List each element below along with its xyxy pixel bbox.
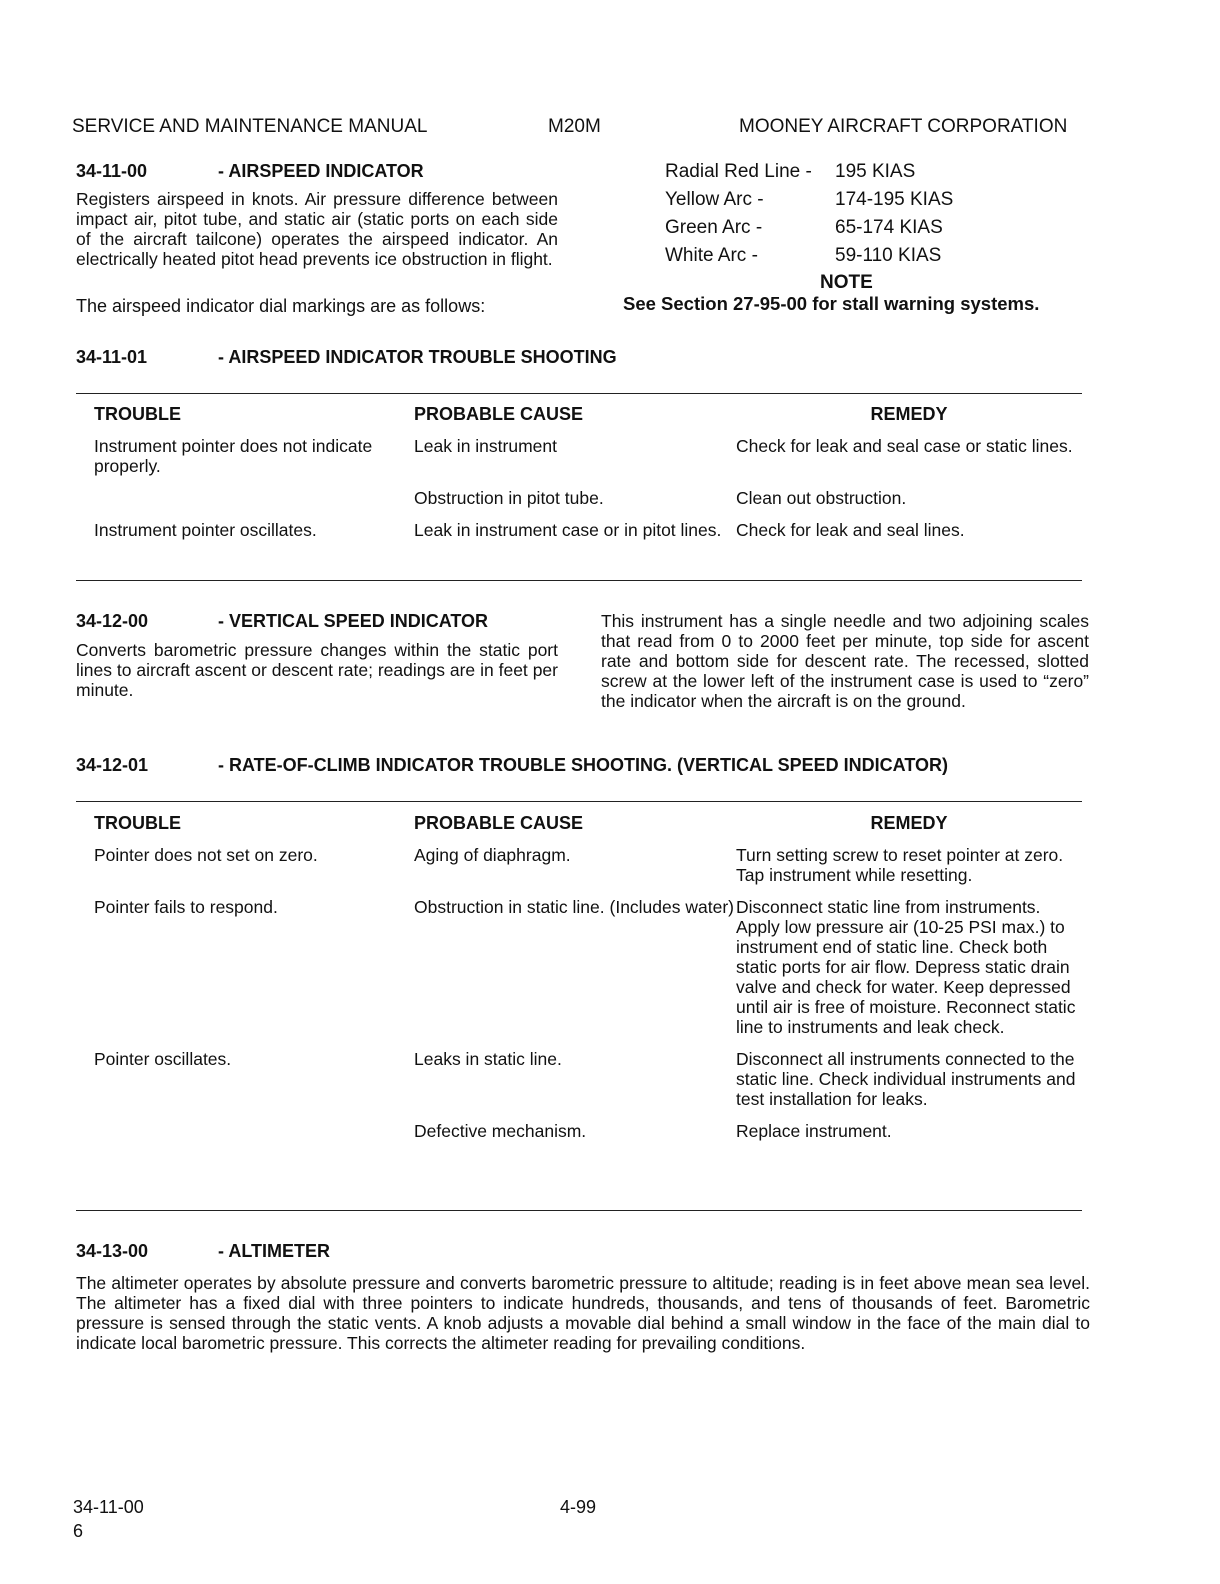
cause-cell: Obstruction in static line. (Includes water) <box>414 897 734 917</box>
remedy-cell: Check for leak and seal lines. <box>736 520 965 540</box>
table-row <box>76 845 1082 897</box>
company-name: MOONEY AIRCRAFT CORPORATION <box>739 116 1068 137</box>
trouble-cell: Instrument pointer does not indicate properly. <box>94 436 373 476</box>
table-row <box>76 1121 1082 1153</box>
trouble-cell <box>76 1121 414 1153</box>
header-remedy: REMEDY <box>870 404 948 424</box>
table-row <box>76 488 1082 520</box>
table-row <box>76 436 1082 488</box>
marking-label: White Arc - <box>665 245 758 266</box>
trouble-cell: Instrument pointer oscillates. <box>94 520 317 540</box>
table-header-row <box>76 813 1082 845</box>
airspeed-ts-section-title: - AIRSPEED INDICATOR TROUBLE SHOOTING <box>218 347 617 367</box>
marking-label: Green Arc - <box>665 217 763 238</box>
table-header-row <box>76 404 1082 436</box>
trouble-cell: Pointer oscillates. <box>94 1049 232 1069</box>
altimeter-section-number: 34-13-00 <box>76 1241 149 1261</box>
table-top-rule <box>76 393 1082 394</box>
altimeter-section-title: - ALTIMETER <box>218 1241 330 1261</box>
footer-page-number: 6 <box>73 1521 84 1541</box>
vsi-description: Converts barometric pressure changes within the static port lines to aircraft ascent or descent rate; readings are in feet per minute. <box>76 640 558 700</box>
marking-value: 65-174 KIAS <box>835 217 943 238</box>
marking-radial-red-line <box>665 158 953 186</box>
cause-cell: Aging of diaphragm. <box>414 845 571 865</box>
table-bottom-rule <box>76 580 1082 581</box>
header-probable-cause: PROBABLE CAUSE <box>414 813 584 833</box>
airspeed-markings-intro: The airspeed indicator dial markings are as follows: <box>76 296 486 316</box>
header-remedy: REMEDY <box>870 813 948 833</box>
airspeed-troubleshooting-table <box>76 404 1082 552</box>
roc-troubleshooting-table <box>76 813 1082 1153</box>
trouble-cell: Pointer does not set on zero. <box>94 845 318 865</box>
airspeed-ts-section-number: 34-11-01 <box>76 347 148 367</box>
remedy-cell: Disconnect all instruments connected to the static line. Check individual instruments and test installation for leaks. <box>736 1049 1076 1109</box>
marking-value: 195 KIAS <box>835 161 916 182</box>
table-bottom-rule <box>76 1210 1082 1211</box>
remedy-cell: Disconnect static line from instruments. Apply low pressure air (10-25 PSI max.) to instrument end of static line. Check both static ports for air flow. Depress static drain valve and check for water. Keep depressed until air is free of moisture. Reconnect static line to instruments and leak check. <box>736 897 1076 1037</box>
trouble-cell: Pointer fails to respond. <box>94 897 278 917</box>
marking-white-arc <box>665 242 953 270</box>
airspeed-markings-list <box>665 158 953 270</box>
marking-label: Yellow Arc - <box>665 189 764 210</box>
table-row <box>76 520 1082 552</box>
vsi-section-number: 34-12-00 <box>76 611 149 631</box>
header-trouble: TROUBLE <box>94 404 181 424</box>
marking-value: 59-110 KIAS <box>835 245 942 266</box>
airspeed-section-title: - AIRSPEED INDICATOR <box>218 161 424 181</box>
marking-green-arc <box>665 214 953 242</box>
remedy-cell: Check for leak and seal case or static lines. <box>736 436 1073 456</box>
model-label: M20M <box>548 116 601 137</box>
manual-title: SERVICE AND MAINTENANCE MANUAL <box>72 116 428 137</box>
footer-section-number: 34-11-00 <box>73 1497 144 1517</box>
footer-revision-date: 4-99 <box>560 1497 597 1517</box>
remedy-cell: Clean out obstruction. <box>736 488 907 508</box>
remedy-cell: Replace instrument. <box>736 1121 892 1141</box>
header-probable-cause: PROBABLE CAUSE <box>414 404 584 424</box>
vsi-instrument-description: This instrument has a single needle and two adjoining scales that read from 0 to 2000 feet per minute, top side for ascent rate and bottom side for descent rate. The recessed, slotted screw at the lower left of the instrument case is used to “zero” the indicator when the aircraft is on the ground. <box>601 611 1089 711</box>
vsi-section-title: - VERTICAL SPEED INDICATOR <box>218 611 489 631</box>
table-row <box>76 1049 1082 1121</box>
table-top-rule <box>76 801 1082 802</box>
note-title: NOTE <box>820 272 873 293</box>
airspeed-description: Registers airspeed in knots. Air pressure difference between impact air, pitot tube, and static air (static ports on each side of the aircraft tailcone) operates the airspeed indicator. An electrically heated pitot head prevents ice obstruction in flight. <box>76 189 558 269</box>
cause-cell: Obstruction in pitot tube. <box>414 488 604 508</box>
marking-label: Radial Red Line - <box>665 161 812 182</box>
airspeed-section-number: 34-11-00 <box>76 161 148 181</box>
note-text: See Section 27-95-00 for stall warning systems. <box>623 293 1040 314</box>
table-row <box>76 897 1082 1049</box>
roc-ts-section-title: - RATE-OF-CLIMB INDICATOR TROUBLE SHOOTING. (VERTICAL SPEED INDICATOR) <box>218 755 948 775</box>
marking-yellow-arc <box>665 186 953 214</box>
cause-cell: Defective mechanism. <box>414 1121 587 1141</box>
marking-value: 174-195 KIAS <box>835 189 954 210</box>
trouble-cell <box>76 488 414 520</box>
cause-cell: Leak in instrument case or in pitot lines. <box>414 520 722 540</box>
altimeter-description: The altimeter operates by absolute pressure and converts barometric pressure to altitude; reading is in feet above mean sea level. The altimeter has a fixed dial with three pointers to indicate hundreds, thousands, and tens of thousands of feet. Barometric pressure is sensed through the static vents. A knob adjusts a movable dial behind a small window in the face of the main dial to indicate local barometric pressure. This corrects the altimeter reading for prevailing conditions. <box>76 1273 1090 1353</box>
roc-ts-section-number: 34-12-01 <box>76 755 149 775</box>
cause-cell: Leaks in static line. <box>414 1049 562 1069</box>
remedy-cell: Turn setting screw to reset pointer at zero. Tap instrument while resetting. <box>736 845 1064 885</box>
cause-cell: Leak in instrument <box>414 436 557 456</box>
header-trouble: TROUBLE <box>94 813 181 833</box>
